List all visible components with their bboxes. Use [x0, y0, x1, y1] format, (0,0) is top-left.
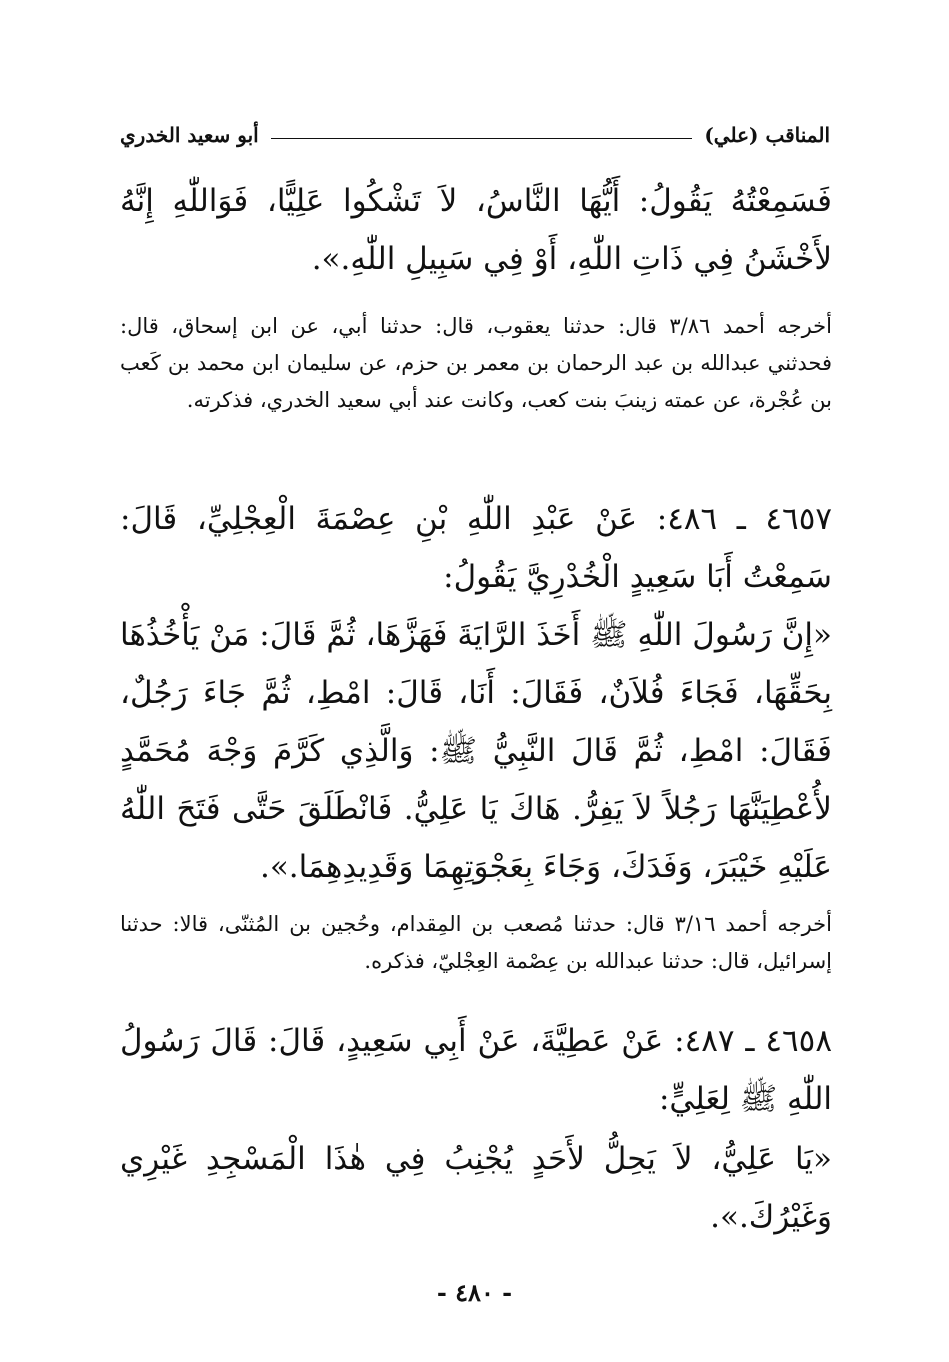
hadith-4657-heading: ٤٦٥٧ ـ ٤٨٦: عَنْ عَبْدِ اللّٰهِ بْنِ عِصْمَةَ الْعِجْلِيِّ، قَالَ: سَمِعْتُ أَبَا سَعِيدٍ الْخُدْرِيَّ يَقُولُ: — [120, 501, 832, 595]
hadith-4658-text: «يَا عَلِيُّ، لاَ يَحِلُّ لأَحَدٍ يُجْنِبُ فِي هٰذَا الْمَسْجِدِ غَيْرِي وَغَيْرُكَ.». — [120, 1141, 832, 1235]
takhrij-note-2: أخرجه أحمد ٣/١٦ قال: حدثنا مُصعب بن المِقدام، وحُجين بن المُثنّى، قالا: حدثنا إسرائيل، قال: حدثنا عبدالله بن عِصْمة العِجْليّ، فذكره. — [120, 912, 832, 973]
header-narrator: أبو سعيد الخدري — [120, 123, 259, 147]
takhrij-note-1: أخرجه أحمد ٣/٨٦ قال: حدثنا يعقوب، قال: حدثنا أبي، عن ابن إسحاق، قال: فحدثني عبدالله بن عبد الرحمان بن معمر بن حزم، عن سليمان ابن محمد بن كَعب بن عُجْرة، عن عمته زينبَ بنت كعب، وكانت عند أبي سعيد الخدري، فذكرته. — [120, 314, 832, 412]
header-book-title: المناقب (علي) — [704, 123, 830, 147]
hadith-4658-heading: ٤٦٥٨ ـ ٤٨٧: عَنْ عَطِيَّةَ، عَنْ أَبِي سَعِيدٍ، قَالَ: قَالَ رَسُولُ اللّٰهِ ﷺ لِعَلِيٍّ: — [120, 1023, 832, 1117]
running-header — [120, 118, 830, 152]
header-rule — [271, 138, 693, 139]
hadith-continuation: فَسَمِعْتُهُ يَقُولُ: أَيُّهَا النَّاسُ، لاَ تَشْكُوا عَلِيًّا، فَوَاللّٰهِ إِنَّهُ لأَخْشَنُ فِي ذَاتِ اللّٰهِ، أَوْ فِي سَبِيلِ اللّٰهِ.». — [120, 183, 832, 277]
page-number: - ٤٨٠ - — [436, 1278, 513, 1307]
hadith-4657-text: «إِنَّ رَسُولَ اللّٰهِ ﷺ أَخَذَ الرَّايَةَ فَهَزَّهَا، ثُمَّ قَالَ: مَنْ يَأْخُذُهَا بِحَقِّهَا، فَجَاءَ فُلاَنٌ، فَقَالَ: أَنَا، قَالَ: امْطِ، ثُمَّ جَاءَ رَجُلٌ، فَقَالَ: امْطِ، ثُمَّ قَالَ النَّبِيُّ ﷺ: وَالَّذِي كَرَّمَ وَجْهَ مُحَمَّدٍ لأُعْطِيَنَّهَا رَجُلاً لاَ يَفِرُّ. هَاكَ يَا عَلِيُّ. فَانْطَلَقَ حَتَّى فَتَحَ اللّٰهُ عَلَيْهِ خَيْبَرَ، وَفَدَكَ، وَجَاءَ بِعَجْوَتِهِمَا وَقَدِيدِهِمَا.». — [120, 617, 832, 885]
